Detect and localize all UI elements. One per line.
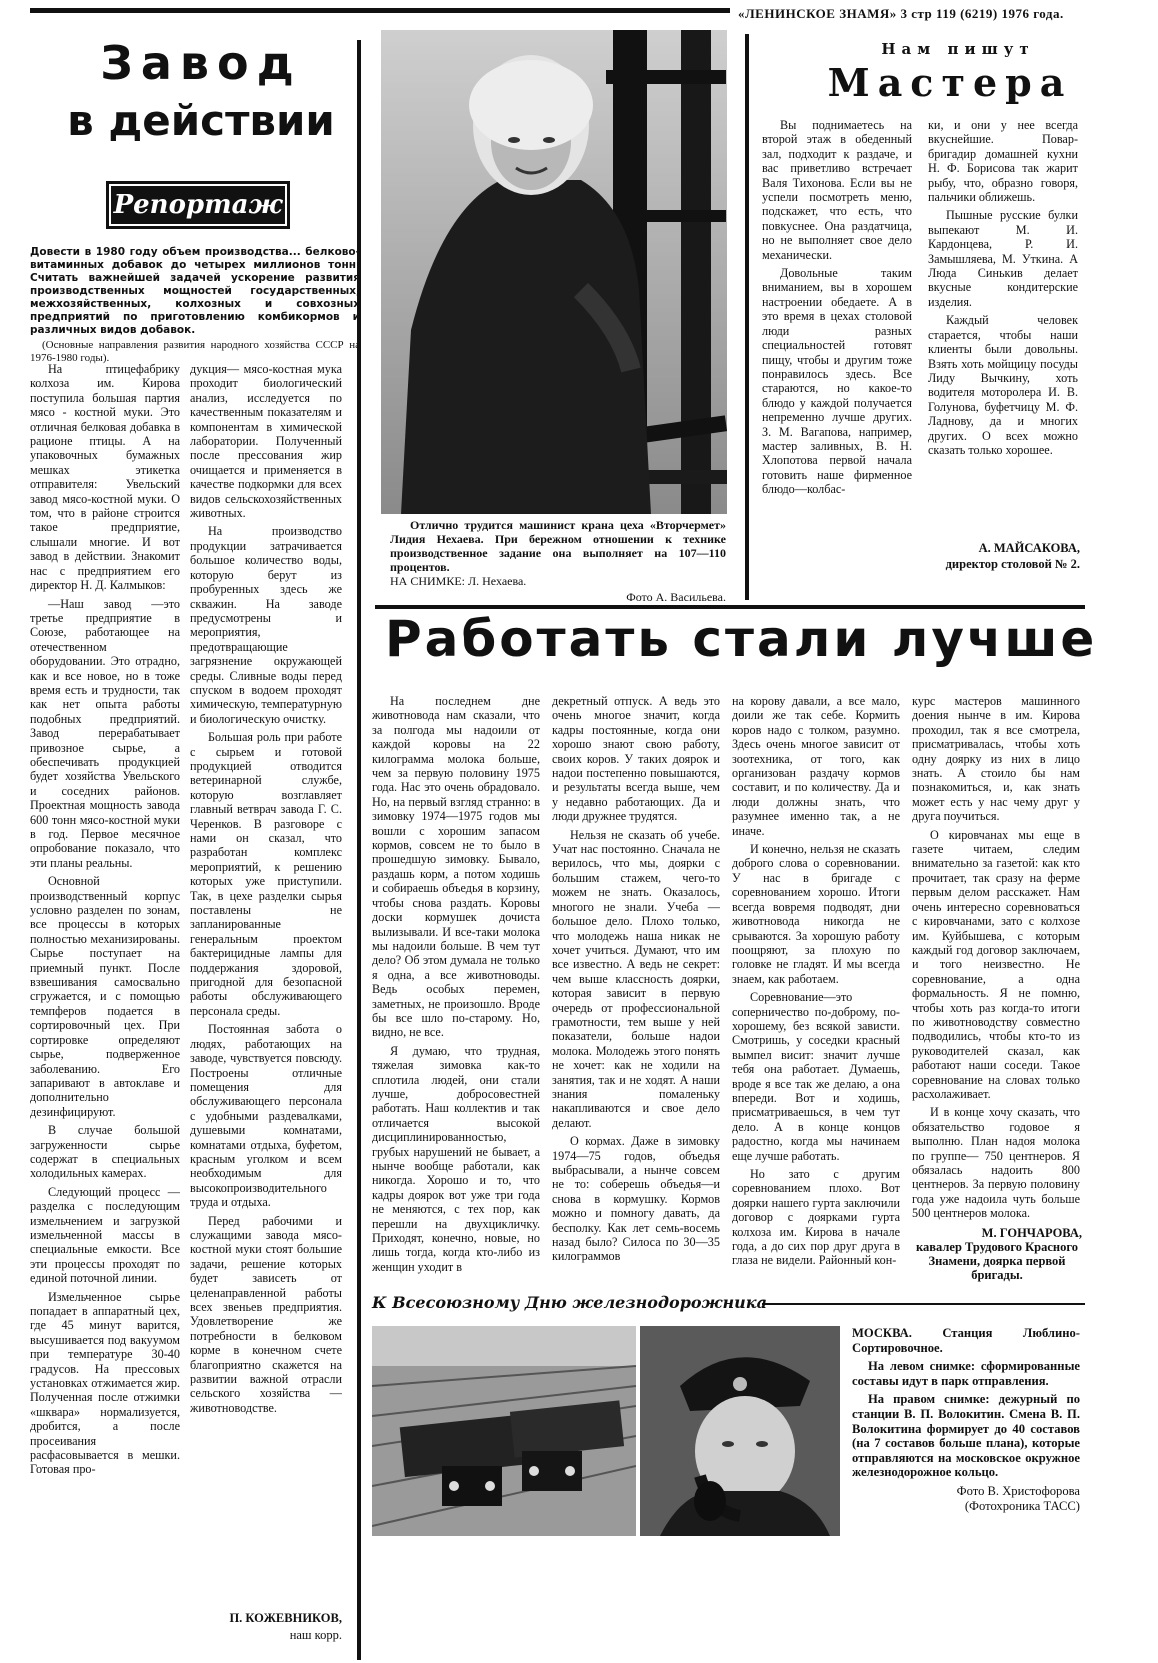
- middle-article-title: Работать стали лучше: [385, 610, 1098, 668]
- paragraph: Нельзя не сказать об учебе. Учат нас постоянно. Сначала не верилось, что мы, доярки с большим стажем, чего-то можем не знать. Оказалось, многого не знали. Учеба — большое дело. Плохо только, что молодежь наша никак не хочет учиться. Думают, что им все известно. А ведь не секрет: чем выше классность доярки, которая зависит в первую очередь от профессиональной грамотности, тем выше у ней показатели, больше надои молока. Молодежь этого понять не хочет: как не ходили на занятия, так и не ходят. А наши знания помаленьку накапливаются и свое дело делают.: [552, 827, 720, 1130]
- paragraph: Но зато с другим соревнованием плохо. Вот доярки нашего гурта заключили договор с доярками гурта колхоза им. Кирова в начале года, а до сих пор друг друга в глаза не видели. Районный кон-: [732, 1167, 900, 1268]
- paragraph: дукция— мясо-костная мука проходит биологический анализ, исследуется по качественным показателям и компонентам в химической лаборатории. Полученный после прессования жир очищается и применяется в качестве подкормки для всех видов сельскохозяйственных животных.: [190, 362, 342, 521]
- right-article-signature-block: [928, 540, 1080, 572]
- lead-source: (Основные направления развития народного хозяйства СССР на 1976-1980 годы).: [30, 339, 360, 364]
- paragraph: На правом снимке: дежурный по станции В. П. Волокитин. Смена В. П. Волокитина формирует до 40 составов (на 7 составов больше плана), которые отправляются на московское окружное железнодорожное кольцо.: [852, 1392, 1080, 1480]
- paragraph: На последнем дне животновода нам сказали, что за полгода мы надоили от каждой коровы на 22 килограмма молока больше, чем за первую половину 1975 года. Нас это очень обрадовало. Но, на первый взгляд странно: в зимовку 1974—1975 годов мы вошли с хорошим запасом кормов, совсем не то было в прошедшую зимовку. Бывало, раздашь корм, а потом ходишь и собираешь объедья в корзину, чтобы снова раздать. Коровы доски кормушек дочиста вылизывали. И все-таки молока мы надоили больше. В чем тут дело? Об этом думала не только я одна, а все животноводы. Ведь особых перемен, заметных, не произошло. Вроде бы все шло по-старому. Но, видно, не все.: [372, 694, 540, 1040]
- right-article-kicker: Нам пишут: [881, 40, 1035, 58]
- paragraph: И конечно, нельзя не сказать доброго слова о соревновании. У нас в бригаде с соревнованием хорошо. Итоги всегда вовремя подводят, дни животновода никогда не срываются. За хорошую работу поощряют, за плохую по головке не гладят. И мы всегда знаем, как работаем.: [732, 842, 900, 986]
- paragraph: Основной производственный корпус условно разделен по зонам, все процессы в которых полностью механизированы. Сырье поступает на приемный пункт. После взвешивания самосвально сгружается, и с помощью темпферов подается в сортировочный цех. При сортировке определяют сырье, подверженное заболеванию. Его запаривают в автоклаве и дополнительно дезинфицируют.: [30, 874, 180, 1119]
- paragraph: На производство продукции затрачивается большое количество воды, которую берут из пробуренных здесь же скважин. На заводе предусмотрены и мероприятия, предотвращающие загрязнение окружающей среды. Сливные воды перед спуском в водоем проходят химическую, температурную и биологическую очистку.: [190, 524, 342, 726]
- lead-text: Довести в 1980 году объем производства... белково-витаминных добавок до четырех миллионов тонн. Считать важнейшей задачей ускорение развития производственных мощностей государственных, межхозяйственных, колхозных и совхозных предприятий по приготовлению комбикормов и различных видов добавок.: [30, 246, 360, 336]
- left-article-signature-block: [190, 1610, 342, 1644]
- paragraph: Измельченное сырье попадает в аппаратный цех, где 45 минут варится, высушивается под вакуумом при температуре 30-40 градусов. На прессовых установках отжимается жир. Полученная после отжимки «шквара» нормализуется, дробится, а после просеивания расфасовывается в мешки. Готовая про-: [30, 1289, 180, 1477]
- rail-kicker-rule: [762, 1303, 1085, 1305]
- left-title-line1: Завод: [100, 36, 302, 90]
- paragraph: Довольные таким вниманием, вы в хорошем настроении обедаете. А в это время в цехах столовой люди разных специальностей готовят пищу, чтобы и другим тоже понравилось здесь. Все стараются, но какое-то блюдо у каждой получается непременно лучше других. З. М. Вагапова, например, мастер заливных, В. Н. Хлопотова первой начала готовить наше фирменное блюдо—колбас-: [762, 266, 912, 497]
- masthead-rule: [30, 8, 730, 13]
- section-rule: [375, 605, 1085, 609]
- paragraph: —Наш завод —это третье предприятие в Союзе, работающее на отечественном оборудовании. Это отрадно, как и все новое, но в тоже время есть и трудности, так как нет опыта работы подобных предприятий. Завод перерабатывает привозное сырье, а обеспечивать продукцией будет хозяйства Увельского и соседних районов. Проектная мощность завода 600 тонн мясо-костной муки в год. Первое месячное опробование показало, что эти планы реальны.: [30, 596, 180, 870]
- photo1-on-photo: НА СНИМКЕ: Л. Нехаева.: [390, 574, 527, 588]
- signature: М. ГОНЧАРОВА,: [981, 1226, 1082, 1240]
- crane-operator-illustration: [381, 30, 727, 514]
- photo1-credit: Фото А. Васильева.: [626, 590, 726, 604]
- right-article-col1: [762, 118, 912, 600]
- middle-article-col3: [732, 694, 900, 1284]
- signature-role: наш корр.: [289, 1628, 342, 1642]
- paragraph: МОСКВА. Станция Люблино-Сортировочное.: [852, 1326, 1080, 1355]
- paragraph: Постоянная забота о людях, работающих на заводе, чувствуется повсюду. Построены отличные помещения для обслуживающего персонала с удобными раздевалками, душевыми комнатами, комнатами отдыха, буфетом, красным уголком и всем необходимым для высокопроизводительного труда и отдыха.: [190, 1022, 342, 1210]
- paragraph: Большая роль при работе с сырьем и готовой продукцией отводится ветеринарной службе, которую возглавляет главный ветврач завода Г. С. Черенков. В разговоре с нами он сказал, что разработан комплекс мероприятий, к решению которых уже приступили. Так, в цехе разделки сырья поставлены не запланированные генеральным проектом бактерицидные лампы для поддержания здоровой, пригодной для безопасной работы обслуживающего персонала среды.: [190, 730, 342, 1018]
- left-article-title: [66, 34, 336, 150]
- right-article-col2: [928, 118, 1078, 538]
- paragraph: ки, и они у нее всегда вкуснейшие. Повар-бригадир домашней кухни Н. Ф. Борисова так жарит рыбу, что, образно говоря, пальчики оближешь.: [928, 118, 1078, 205]
- paragraph: В случае большой загруженности сырье содержат в специальных холодильных камерах.: [30, 1123, 180, 1181]
- left-article-col1: [30, 362, 180, 1652]
- paragraph: О кормах. Даже в зимовку 1974—75 годов, объедья выбрасывали, а нынче совсем не то: соберешь объедья—и снова в кормушку. Кормов можно и помногу давать, да бесполку. Как лет семь-восемь назад было? Силоса по 30—35 килограммов: [552, 1134, 720, 1264]
- paragraph: Перед рабочими и служащими завода мясо-костной муки стоят большие задачи, решение которых будет зависеть от целенаправленной работы всех звеньев предприятия. Удовлетворение же потребности в белковом корме в конечном счете благоприятно скажется на развитии важной отрасли сельского хозяйства —животноводстве.: [190, 1213, 342, 1415]
- dispatcher-photo: [640, 1326, 840, 1536]
- paragraph: На левом снимке: сформированные составы идут в парк отправления.: [852, 1359, 1080, 1388]
- signature-role: кавалер Трудового Красного Знамени, доярка первой бригады.: [916, 1240, 1078, 1282]
- rubric-badge: Репортаж: [106, 181, 290, 229]
- paragraph: На птицефабрику колхоза им. Кирова поступила большая партия мясо - костной муки. Это отличная белковая добавка в рационе птицы. А на упаковочных бумажных мешках этикетка отправителя: Увельский завод мясо-костной муки. О том, что в районе строится такое предприятие, слышали многие. И вот завод в действии. Знакомит нас с предприятием его директор Н. Д. Калмыков:: [30, 362, 180, 593]
- photo1-caption: Отлично трудится машинист крана цеха «Вторчермет» Лидия Нехаева. При бережном отношении к технике производственное задание она выполняет на 107—110 процентов.: [390, 518, 726, 574]
- rail-article-kicker: К Всесоюзному Дню железнодорожника: [372, 1293, 767, 1312]
- paragraph: курс мастеров машинного доения нынче в им. Кирова проходил, так я все смотрела, присматривалась, чтобы хоть одну доярку из них в лицо знать. А стоило бы нам познакомиться, и, как знать может есть у нас чему друг у друга поучиться.: [912, 694, 1080, 824]
- paragraph: Каждый человек старается, чтобы наши клиенты были довольны. Взять хоть мойщицу посуды Лиду Вычкину, хоть водителя моторолера И. В. Голунова, буфетчицу М. Ф. Ладнову, да и многих других. О всех можно сказать только хорошее.: [928, 313, 1078, 457]
- middle-article-col4: [912, 694, 1080, 1224]
- middle-article-col2: [552, 694, 720, 1284]
- middle-article-col1: [372, 694, 540, 1284]
- rail-yard-photo: [372, 1326, 636, 1536]
- paragraph: Вы поднимаетесь на второй этаж в обеденный зал, подходит к раздаче, и вас приветливо встречает Валя Тихонова. Если вы не успели посмотреть меню, подскажет, что есть, что повкуснее. Она раздатчица, но не выполняет свое дело механически.: [762, 118, 912, 262]
- rail-yard-illustration: [372, 1326, 636, 1536]
- dispatcher-illustration: [640, 1326, 840, 1536]
- right-article-title: Мастера: [827, 60, 1073, 105]
- signature: А. МАЙСАКОВА,: [978, 541, 1080, 555]
- paragraph: Пышные русские булки выпекают М. И. Кардонцева, Р. И. Замышляева, М. Уткина. А Люда Синькив делает вкусные кондитерские изделия.: [928, 208, 1078, 309]
- left-article-col2: [190, 362, 342, 1592]
- rail-agency: (Фотохроника ТАСС): [964, 1498, 1080, 1513]
- paragraph: декретный отпуск. А ведь это очень многое значит, когда кадры постоянные, когда они хорошо знают свою работу, своих коров. У таких доярок и надои постепенно повышаются, и результаты всегда выше, чем у недавно работающих. Да и люди дружнее трудятся.: [552, 694, 720, 824]
- middle-article-signature-block: [912, 1226, 1082, 1282]
- left-article-lead: [30, 246, 360, 365]
- paragraph: О кировчанах мы еще в газете читаем, следим внимательно за газетой: как кто прочитает, так сразу на ферме первым делом расскажет. Нам очень интересно соревноваться с кировчанами, зато с колхозе им. Куйбышева, с которым каждый год договор заключаем, и того неизвестно. Не соревнование, а одна формальность. Я не помню, чтобы хоть раз когда-то итоги по животноводству совместно подводились, чтобы кто-то из руководителей сказал, как работают наши соседи. Такое соревнование на словах только расхолаживает.: [912, 827, 1080, 1101]
- paragraph: на корову давали, а все мало, доили же так себе. Кормить коров надо с толком, разумно. Здесь очень многое зависит от зоотехника, от того, как организован раздачу кормов составит, и по количеству. Да и люди должны знать, что разумнее именно так, а не иначе.: [732, 694, 900, 838]
- signature-role: директор столовой № 2.: [945, 557, 1080, 571]
- masthead: «ЛЕНИНСКОЕ ЗНАМЯ» 3 стр 119 (6219) 1976 года.: [738, 6, 1064, 21]
- paragraph: Соревнование—это соперничество по-доброму, по-хорошему, без всякой зависти. Смотришь, у соседки красный вымпел висит: значит лучше тебя она работает. Думаешь, вроде я все так же делаю, а она впереди. Вот и ходишь, присматриваешься, в чем тут дело. А в конце концов радостно, когда мы начинаем еще лучше работать.: [732, 990, 900, 1163]
- rail-article-text: [852, 1326, 1080, 1513]
- rail-credit: Фото В. Христофорова: [956, 1483, 1080, 1498]
- paragraph: Я думаю, что трудная, тяжелая зимовка как-то сплотила людей, они стали лучше, добросовестней работать. Наш коллектив и так отличается высокой дисциплинированностью, грубых нарушений не бывает, а нынче вообще работали, как никогда. Хорошо и то, что кадры доярок вот уже три года не меняются, с тех пор, как перешли на двухцикличку. Приходят, конечно, новые, но лишь тогда, когда кто-либо из женщин уходит в: [372, 1043, 540, 1274]
- paragraph: Следующий процесс —разделка с последующим измельчением и загрузкой измельченной массы в специальные емкости. Все эти процессы проходят по единой поточной линии.: [30, 1184, 180, 1286]
- crane-operator-photo: [381, 30, 727, 514]
- left-title-line2: в действии: [67, 96, 335, 145]
- signature: П. КОЖЕВНИКОВ,: [229, 1611, 342, 1625]
- column-rule-right: [745, 34, 749, 600]
- photo1-caption-block: [390, 518, 726, 604]
- paragraph: И в конце хочу сказать, что обязательство годовое я выполню. План надоя молока по группе— 750 центнеров. Я обязалась надоить 800 центнеров. За первую половину года уже надоила чуть больше 500 центнеров молока.: [912, 1105, 1080, 1221]
